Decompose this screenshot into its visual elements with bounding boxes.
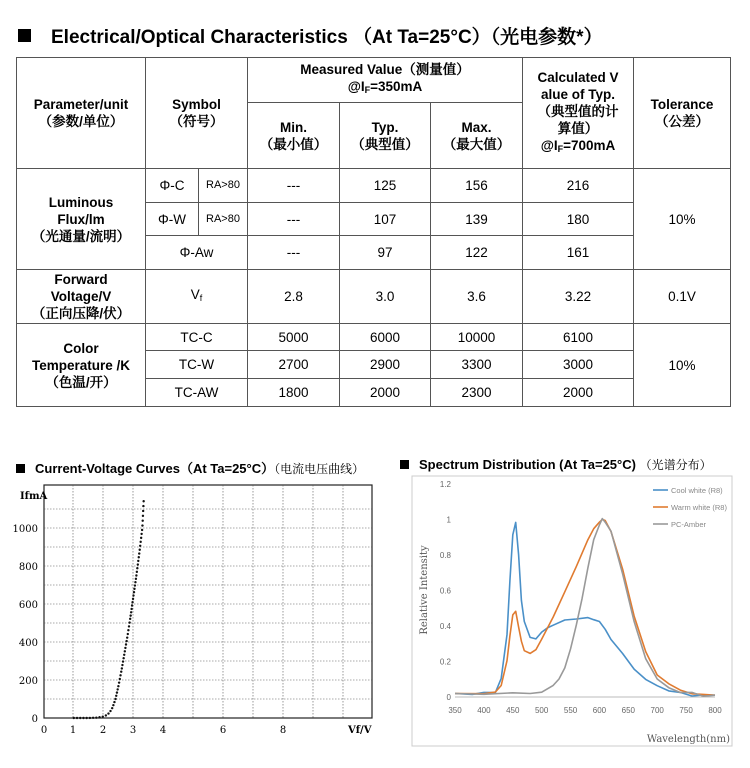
- iv-x-tick-label: 4: [159, 725, 167, 736]
- spectrum-y-tick-label: 1: [446, 515, 451, 525]
- spectrum-x-axis-label: Wavelength(nm): [646, 734, 730, 745]
- iv-x-tick-label: 0: [40, 725, 48, 736]
- typ-cell: 6000: [340, 324, 431, 351]
- condition-cell: RA>80: [199, 203, 248, 236]
- spectrum-y-tick-label: 0: [446, 693, 451, 702]
- spectrum-x-tick-label: 350: [448, 706, 462, 715]
- iv-y-tick-label: 200: [18, 676, 38, 687]
- min-cell: 5000: [248, 324, 340, 351]
- section-title: Electrical/Optical Characteristics （At Ta=25°C）（光电参数*）: [18, 22, 603, 49]
- calc-cell: 216: [523, 169, 634, 203]
- iv-x-tick-label: 1: [69, 725, 77, 736]
- max-cell: 2300: [431, 379, 523, 407]
- spectrum-x-tick-label: 650: [621, 706, 636, 715]
- symbol-cell: TC-C: [146, 324, 248, 351]
- symbol-cell: TC-AW: [146, 379, 248, 407]
- header-typ: Typ. （典型值）: [340, 103, 431, 169]
- iv-y-tick-label: 1000: [12, 524, 38, 535]
- iv-x-tick-label: 6: [219, 725, 227, 736]
- min-cell: 2700: [248, 351, 340, 379]
- spectrum-y-axis-label: Relative Intensity: [419, 545, 430, 635]
- iv-y-tick-label: 600: [18, 600, 38, 611]
- max-cell: 139: [431, 203, 523, 236]
- spectrum-x-tick-label: 750: [679, 706, 693, 715]
- forward-voltage-tolerance: 0.1V: [634, 270, 731, 324]
- header-max: Max. （最大值）: [431, 103, 523, 169]
- symbol-cell: TC-W: [146, 351, 248, 379]
- header-calculated-value: Calculated V alue of Typ. （典型值的计 算值） @IF=700mA: [523, 58, 634, 169]
- spectrum-x-tick-label: 700: [650, 706, 664, 715]
- spectrum-y-tick-label: 0.2: [439, 657, 451, 667]
- min-cell: ---: [248, 236, 340, 270]
- typ-cell: 2900: [340, 351, 431, 379]
- luminous-flux-label: Luminous Flux/lm （光通量/流明）: [17, 169, 146, 270]
- typ-cell: 107: [340, 203, 431, 236]
- iv-y-tick-label: 400: [18, 638, 38, 649]
- iv-y-axis-label: IfmA: [20, 491, 48, 502]
- iv-y-tick-label: 0: [31, 714, 38, 725]
- header-min: Min. （最小值）: [248, 103, 340, 169]
- spectrum-y-tick-label: 0.8: [439, 551, 451, 560]
- spectrum-legend-entry: Warm white (R8): [671, 503, 727, 512]
- min-cell: 1800: [248, 379, 340, 407]
- iv-x-tick-label: 8: [279, 725, 287, 736]
- spectrum-chart-title: Spectrum Distribution (At Ta=25°C) （光谱分布）: [400, 456, 712, 473]
- iv-x-tick-label: 3: [129, 725, 137, 736]
- calc-cell: 180: [523, 203, 634, 236]
- typ-cell: 125: [340, 169, 431, 203]
- spectrum-legend-entry: PC-Amber: [671, 520, 707, 529]
- spectrum-x-tick-label: 500: [534, 706, 549, 715]
- spectrum-legend-entry: Cool white (R8): [671, 486, 723, 495]
- max-cell: 122: [431, 236, 523, 270]
- header-symbol: Symbol （符号）: [146, 58, 248, 169]
- iv-x-tick-label: 2: [99, 725, 107, 736]
- typ-cell: 97: [340, 236, 431, 270]
- calc-cell: 161: [523, 236, 634, 270]
- max-cell: 156: [431, 169, 523, 203]
- typ-cell: 3.0: [340, 270, 431, 324]
- spectrum-x-tick-label: 400: [477, 706, 491, 715]
- spectrum-x-tick-label: 600: [592, 706, 607, 715]
- calc-cell: 6100: [523, 324, 634, 351]
- max-cell: 3300: [431, 351, 523, 379]
- spectrum-y-tick-label: 0.4: [439, 622, 451, 631]
- min-cell: 2.8: [248, 270, 340, 324]
- spectrum-x-tick-label: 800: [708, 706, 722, 715]
- luminous-tolerance: 10%: [634, 169, 731, 270]
- color-temperature-tolerance: 10%: [634, 324, 731, 407]
- iv-y-tick-label: 800: [18, 562, 38, 573]
- calc-cell: 2000: [523, 379, 634, 407]
- color-temperature-label: Color Temperature /K （色温/开）: [17, 324, 146, 407]
- header-measured-value: Measured Value（测量值） @IF=350mA: [248, 58, 523, 103]
- forward-voltage-label: Forward Voltage/V （正向压降/伏）: [17, 270, 146, 324]
- header-tolerance: Tolerance （公差）: [634, 58, 731, 169]
- condition-cell: RA>80: [199, 169, 248, 203]
- spectrum-x-tick-label: 550: [563, 706, 578, 715]
- max-cell: 10000: [431, 324, 523, 351]
- spectrum-y-tick-label: 1.2: [439, 480, 451, 489]
- max-cell: 3.6: [431, 270, 523, 324]
- typ-cell: 2000: [340, 379, 431, 407]
- iv-chart-title: Current-Voltage Curves（At Ta=25°C）（电流电压曲线）: [16, 458, 364, 477]
- forward-voltage-symbol: $V_f$: [146, 270, 248, 324]
- symbol-cell: Φ-W: [146, 203, 199, 236]
- iv-x-axis-label: Vf/V: [348, 725, 372, 736]
- min-cell: ---: [248, 203, 340, 236]
- spectrum-y-tick-label: 0.6: [439, 586, 451, 596]
- min-cell: ---: [248, 169, 340, 203]
- symbol-cell: Φ-C: [146, 169, 199, 203]
- header-parameter: Parameter/unit （参数/单位）: [17, 58, 146, 169]
- calc-cell: 3.22: [523, 270, 634, 324]
- calc-cell: 3000: [523, 351, 634, 379]
- symbol-cell: Φ-Aw: [146, 236, 248, 270]
- spectrum-x-tick-label: 450: [506, 706, 520, 715]
